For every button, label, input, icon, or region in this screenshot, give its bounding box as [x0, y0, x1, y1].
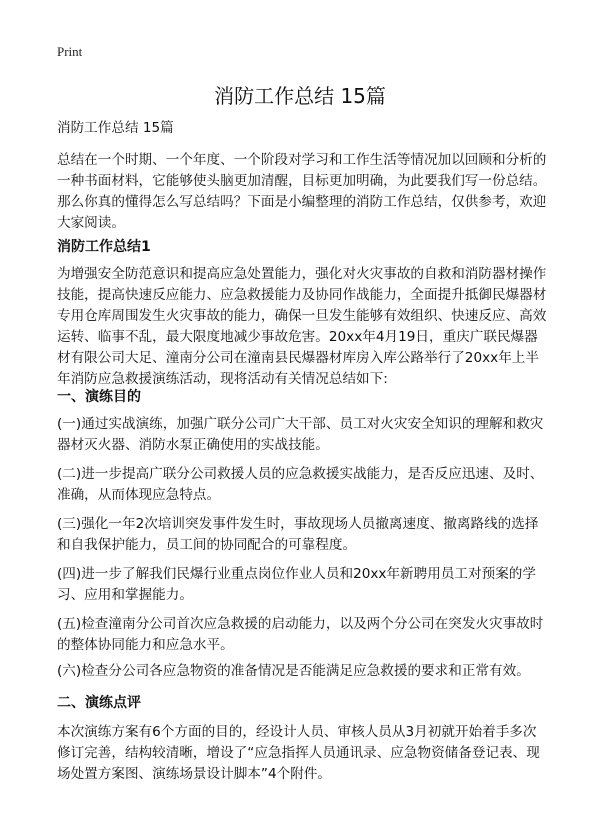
print-link[interactable]: Print	[57, 44, 83, 59]
purpose-item-6: (六)检查分公司各应急物资的准备情况是否能满足应急救援的要求和正常有效。	[57, 663, 530, 679]
section1-paragraph: 为增强安全防范意识和提高应急处置能力，强化对火灾事故的自救和消防器材操作技能，提高快速反应能力、应急救援能力及协同作战能力，全面提升抵御民爆器材专用仓库周围发生火灾事故的能力，确保一旦发生能够有效组织、快速反应、高效运转、临事不乱，最大限度地减少事故危害。20xx年4月19日，重庆广联民爆器材有限公司大足、潼南分公司在潼南县民爆器材库房入库公路举行了20xx年上半年消防应急救援演练活动，现将活动有关情况总结如下:	[57, 266, 547, 387]
heading-purpose: 一、演练目的	[57, 389, 141, 405]
section-heading-1: 消防工作总结1	[57, 239, 151, 255]
review-paragraph: 本次演练方案有6个方面的目的，经设计人员、审核人员从3月初就开始着手多次修订完善，结构较清晰，增设了“应急指挥人员通讯录、应急物资储备登记表、现场处置方案图、演练场景设计脚本”4个附件。	[57, 724, 540, 782]
purpose-item-4: (四)进一步了解我们民爆行业重点岗位作业人员和20xx年新聘用员工对预案的学习、应用和掌握能力。	[57, 566, 536, 603]
purpose-item-3: (三)强化一年2次培训突发事件发生时，事故现场人员撤离速度、撤离路线的选择和自我保护能力，员工间的协同配合的可靠程度。	[57, 516, 539, 553]
heading-review: 二、演练点评	[57, 695, 141, 711]
purpose-item-2: (二)进一步提高广联分公司救援人员的应急救援实战能力，是否反应迅速、及时、准确，从而体现应急特点。	[57, 466, 544, 503]
page-title: 消防工作总结 15篇	[214, 84, 386, 108]
intro-paragraph: 总结在一个时期、一个年度、一个阶段对学习和工作生活等情况加以回顾和分析的一种书面材料，它能够使头脑更加清醒，目标更加明确，为此要我们写一份总结。那么你真的懂得怎么写总结吗？下面是小编整理的消防工作总结，仅供参考，欢迎大家阅读。	[57, 152, 547, 231]
purpose-item-1: (一)通过实战演练，加强广联分公司广大干部、员工对火灾安全知识的理解和救灾器材灭火器、消防水泵正确使用的实战技能。	[57, 416, 544, 453]
purpose-item-5: (五)检查潼南分公司首次应急救援的启动能力，以及两个分公司在突发火灾事故时的整体协同能力和应急水平。	[57, 616, 544, 653]
subtitle: 消防工作总结 15篇	[57, 120, 174, 136]
